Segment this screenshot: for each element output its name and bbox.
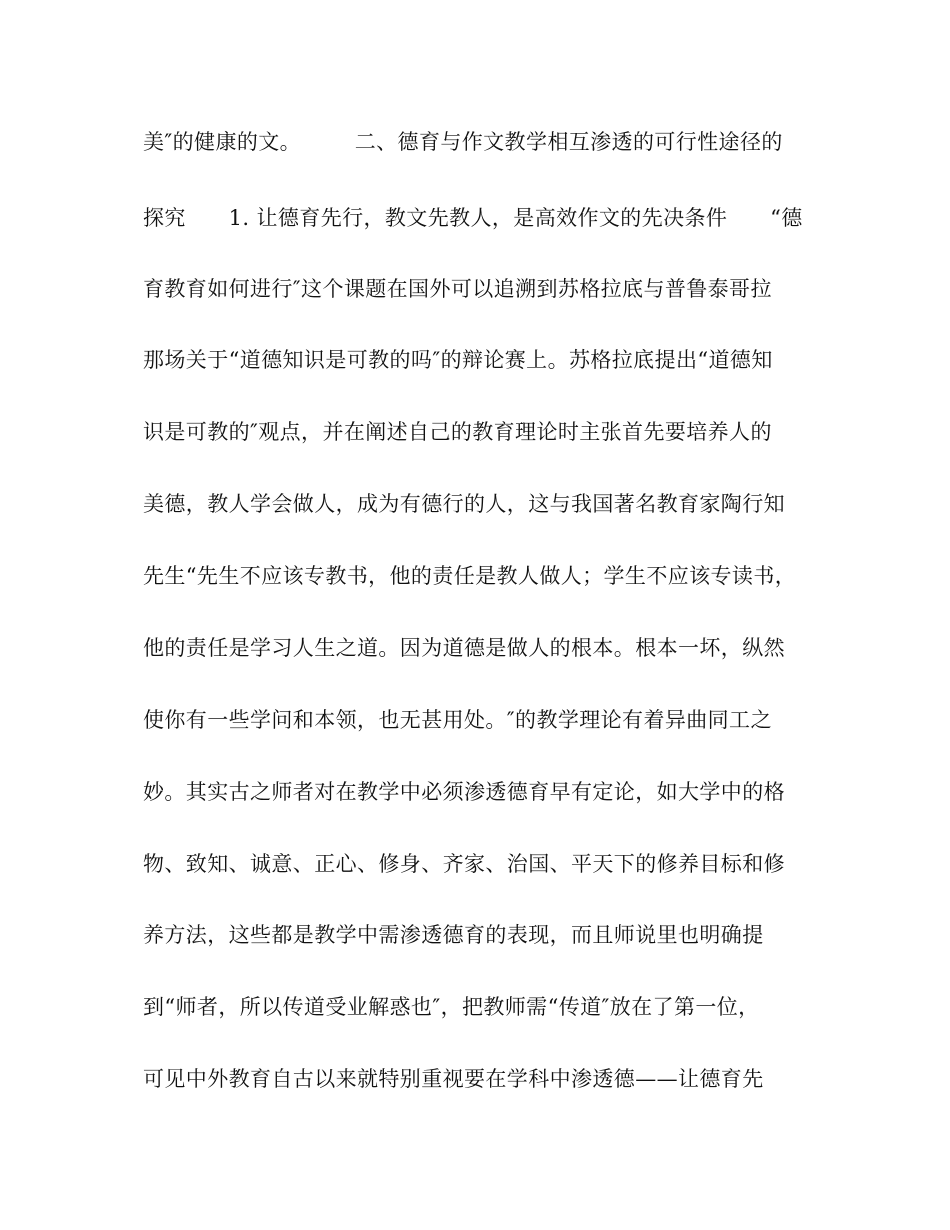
body-text-line: 先生“先生不应该专教书，他的责任是教人做人；学生不应该专读书， — [143, 564, 797, 588]
body-text-line: 使你有一些学问和本领，也无甚用处。″的教学理论有着异曲同工之 — [143, 708, 772, 732]
body-text-line: 那场关于“道德知识是可教的吗″的辩论赛上。苏格拉底提出“道德知 — [143, 348, 773, 372]
body-text-line: 物、致知、诚意、正心、修身、齐家、治国、平天下的修养目标和修 — [143, 852, 785, 876]
body-text-line: 养方法，这些都是教学中需渗透德育的表现，而且师说里也明确提 — [143, 923, 764, 947]
body-text-line: 育教育如何进行″这个课题在国外可以追溯到苏格拉底与普鲁泰哥拉 — [143, 277, 772, 301]
body-text-line: 妙。其实古之师者对在教学中必须渗透德育早有定论，如大学中的格 — [143, 780, 785, 804]
body-text-line: 探究 1. 让德育先行，教文先教人，是高效作文的先决条件 “德 — [143, 206, 803, 230]
body-text-line: 到“师者，所以传道受业解惑也″，把教师需“传道″放在了第一位， — [143, 995, 760, 1019]
body-text-line: 他的责任是学习人生之道。因为道德是做人的根本。根本一坏，纵然 — [143, 636, 785, 660]
body-text-line: 美″的健康的文。 二、德育与作文教学相互渗透的可行性途径的 — [143, 130, 783, 154]
body-text-line: 美德，教人学会做人，成为有德行的人，这与我国著名教育家陶行知 — [143, 492, 785, 516]
body-text-line: 可见中外教育自古以来就特别重视要在学科中渗透德——让德育先 — [143, 1067, 764, 1091]
body-text-line: 识是可教的″观点，并在阐述自己的教育理论时主张首先要培养人的 — [143, 420, 772, 444]
